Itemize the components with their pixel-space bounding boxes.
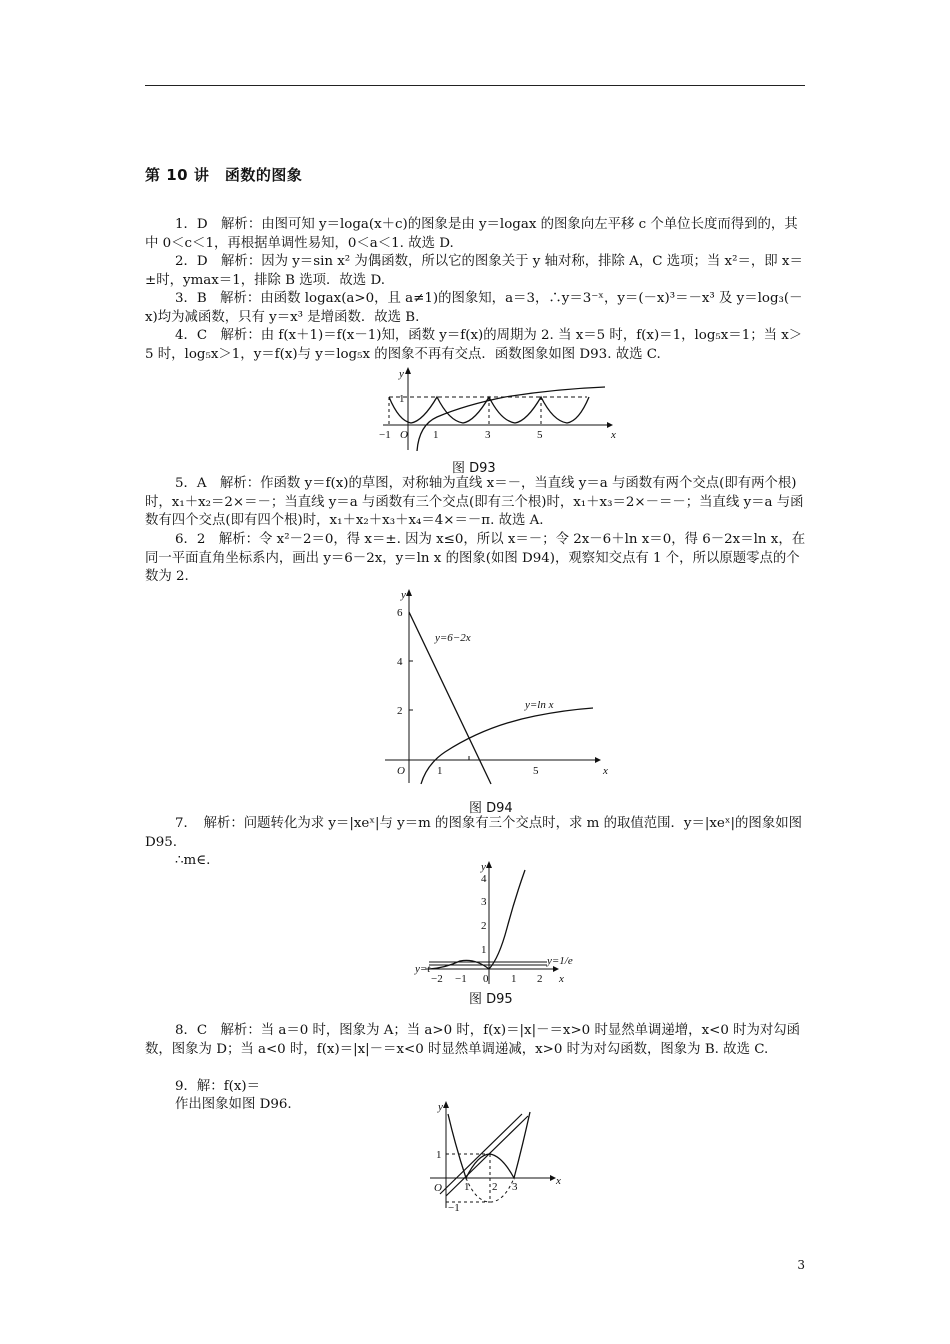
d94-label-log: y=ln x (525, 699, 554, 711)
figure-d96 (420, 1098, 570, 1213)
d95-label-y2: 2 (481, 920, 487, 932)
d95-label-y1: 1 (481, 944, 487, 956)
d94-label-x5: 5 (533, 765, 539, 777)
d94-label-y4: 4 (397, 656, 403, 668)
d96-label-x: x (556, 1175, 561, 1187)
d94-label-o: O (397, 765, 405, 777)
caption-d94: 图 D94 (469, 801, 513, 816)
d95-label-xm2: −2 (431, 973, 443, 985)
answer-9: 9．解：f(x)＝ (175, 1079, 261, 1094)
d94-label-y2: 2 (397, 705, 403, 717)
d95-label-x1: 1 (511, 973, 517, 985)
d93-label-t1: 1 (433, 429, 439, 441)
answer-4: 4．C 解析：由 f(x＋1)＝f(x－1)知，函数 y＝f(x)的周期为 2. 当 x＝5 时，f(x)＝1，log₅x＝1；当 x＞5 时，log₅x＞1，y＝f(x)与 y＝log₅x 的图象不再有交点．函数图象如图 D93. 故选 C. (145, 328, 803, 362)
caption-d93: 图 D93 (452, 461, 496, 476)
figure-d95 (415, 858, 575, 988)
d96-label-x2: 2 (492, 1181, 498, 1193)
d96-label-y: y (438, 1101, 443, 1113)
caption-d95: 图 D95 (469, 992, 513, 1007)
d96-label-one: 1 (436, 1149, 442, 1161)
d93-label-t5: 5 (537, 429, 543, 441)
d94-label-x: x (603, 765, 608, 777)
answer-7: 7． 解析：问题转化为求 y＝|xeˣ|与 y＝m 的图象有三个交点时，求 m 的取值范围．y＝|xeˣ|的图象如图 D95. (145, 816, 802, 850)
d93-label-o: O (400, 429, 408, 441)
answer-3: 3．B 解析：由函数 logax(a>0，且 a≠1)的图象知，a＝3，∴y＝3⁻ˣ，y＝(－x)³＝－x³ 及 y＝log₃(－x)均为减函数，只有 y＝x³ 是增函数．故选 B. (145, 291, 803, 325)
d95-label-y4: 4 (481, 873, 487, 885)
d96-label-o: O (434, 1182, 442, 1194)
d96-label-x3: 3 (512, 1181, 518, 1193)
header-rule (145, 85, 805, 86)
d94-label-y6: 6 (397, 607, 403, 619)
figure-d93 (375, 365, 625, 455)
answer-1: 1．D 解析：由图可知 y＝loga(x＋c)的图象是由 y＝logax 的图象向左平移 c 个单位长度而得到的，其中 0＜c＜1，再根据单调性易知，0＜a＜1. 故选 D. (145, 217, 798, 251)
answer-8: 8．C 解析：当 a＝0 时，图象为 A；当 a>0 时，f(x)＝|x|－＝x>0 时显然单调递增，x<0 时为对勾函数，图象为 D；当 a<0 时，f(x)＝|x|－＝x<0 时显然单调递减，x>0 时为对勾函数，图象为 B. 故选 C. (145, 1023, 801, 1057)
d93-label-x: x (611, 429, 616, 441)
d96-label-neg1: −1 (448, 1202, 460, 1214)
d94-label-x1: 1 (437, 765, 443, 777)
answer-9-figure-note: 作出图象如图 D96. (175, 1097, 292, 1112)
d93-label-neg1: −1 (379, 429, 391, 441)
answer-6: 6．2 解析：令 x²－2＝0，得 x＝±. 因为 x≤0，所以 x＝－；令 2x－6＋ln x＝0，得 6－2x＝ln x，在同一平面直角坐标系内，画出 y＝6－2x，y＝ln x 的图象(如图 D94)，观察知交点有 1 个，所以原题零点的个数为 2. (145, 532, 806, 584)
d95-label-yt: y=t (415, 963, 431, 975)
answer-7-result: ∴m∈. (175, 853, 211, 868)
d95-label-y: y (481, 861, 486, 873)
d95-label-y3: 3 (481, 896, 487, 908)
d94-label-line: y=6−2x (435, 632, 471, 644)
d95-label-x2: 2 (537, 973, 543, 985)
d93-label-one: 1 (399, 393, 405, 405)
d95-label-xm1: −1 (455, 973, 467, 985)
d95-label-y1e: y=1/e (547, 955, 573, 967)
answer-5: 5．A 解析：作函数 y＝f(x)的草图，对称轴为直线 x＝－，当直线 y＝a 与函数有两个交点(即有两个根)时，x₁＋x₂＝2×＝－；当直线 y＝a 与函数有三个交点(即有三个根)时，x₁＋x₃＝2×－＝－；当直线 y＝a 与函数有四个交点(即有四个根)时，x₁＋x₂＋x₃＋x₄＝4×＝－π. 故选 A. (145, 476, 804, 528)
section-title: 第 10 讲 函数的图象 (145, 166, 303, 184)
d96-label-x1: 1 (464, 1181, 470, 1193)
page-number: 3 (797, 1258, 805, 1272)
d95-label-x: x (559, 973, 564, 985)
answer-2: 2．D 解析：因为 y＝sin x² 为偶函数，所以它的图象关于 y 轴对称，排除 A，C 选项；当 x²＝，即 x＝±时，ymax＝1，排除 B 选项．故选 D. (145, 254, 803, 288)
d93-label-t3: 3 (485, 429, 491, 441)
figure-d94 (375, 588, 615, 788)
d93-label-y: y (399, 368, 404, 380)
d95-label-x0: 0 (483, 973, 489, 985)
d94-label-y: y (401, 589, 406, 601)
